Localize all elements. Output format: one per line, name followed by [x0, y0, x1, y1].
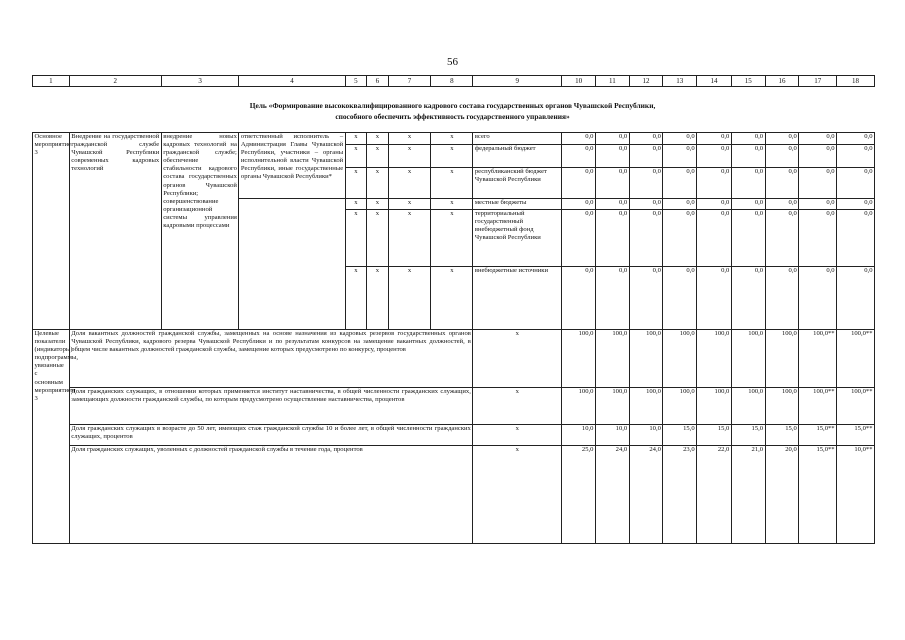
cell-col5: х — [345, 210, 366, 267]
indicator-value: 100,0 — [595, 330, 629, 388]
funding-value: 0,0 — [697, 133, 732, 145]
cell-col7: х — [388, 145, 431, 168]
column-number-18: 18 — [837, 76, 875, 87]
funding-value: 0,0 — [629, 199, 663, 210]
cell-col6: х — [367, 267, 388, 330]
indicator-value: 100,0 — [697, 330, 732, 388]
indicator-row — [33, 330, 875, 388]
indicator-value: 24,0 — [629, 446, 663, 544]
indicator-value: 25,0 — [562, 446, 596, 544]
funding-value: 0,0 — [629, 133, 663, 145]
indicator-col9: х — [473, 330, 562, 388]
cell-col7: х — [388, 168, 431, 199]
indicator-value: 20,0 — [765, 446, 799, 544]
activity-goals: внедрение новых кадровых технологий на гражданской службе; обеспечение стабильности кадрового состава государственных органов Чувашской Республики; совершенствование организационной системы управления кадровыми процессами — [161, 133, 239, 330]
funding-source: федеральный бюджет — [473, 145, 562, 168]
cell-col6: х — [367, 199, 388, 210]
indicator-col9: х — [473, 446, 562, 544]
indicator-value: 10,0 — [562, 425, 596, 446]
indicator-value: 100,0 — [663, 330, 697, 388]
column-number-3: 3 — [161, 76, 239, 87]
funding-row — [33, 133, 875, 145]
cell-col6: х — [367, 145, 388, 168]
cell-col6: х — [367, 133, 388, 145]
activity-executors — [239, 199, 345, 330]
cell-col8: х — [431, 199, 473, 210]
indicator-text: Доля гражданских служащих, уволенных с должностей гражданской службы в течение года, процентов — [69, 446, 473, 544]
funding-source: внебюджетные источники — [473, 267, 562, 330]
indicator-value: 100,0 — [562, 388, 596, 425]
funding-value: 0,0 — [663, 267, 697, 330]
column-number-10: 10 — [562, 76, 596, 87]
funding-value: 0,0 — [629, 210, 663, 267]
goal-title-line1: Цель «Формирование высококвалифицированного кадрового состава государственных органов Чувашской Республики, — [249, 101, 656, 110]
funding-value: 0,0 — [562, 199, 596, 210]
funding-value: 0,0 — [837, 133, 875, 145]
funding-value: 0,0 — [799, 133, 837, 145]
funding-value: 0,0 — [663, 145, 697, 168]
indicator-value: 100,0 — [765, 330, 799, 388]
funding-value: 0,0 — [595, 145, 629, 168]
goal-title — [0, 100, 905, 122]
funding-value: 0,0 — [562, 133, 596, 145]
indicator-value: 10,0 — [629, 425, 663, 446]
indicator-value: 100,0** — [799, 388, 837, 425]
cell-col8: х — [431, 133, 473, 145]
cell-col5: х — [345, 267, 366, 330]
funding-value: 0,0 — [629, 168, 663, 199]
column-number-7: 7 — [388, 76, 431, 87]
activity-label: Основное мероприятие 3 — [33, 133, 70, 330]
indicator-value: 100,0 — [765, 388, 799, 425]
indicator-value: 10,0** — [837, 446, 875, 544]
column-number-6: 6 — [367, 76, 388, 87]
funding-value: 0,0 — [595, 210, 629, 267]
funding-value: 0,0 — [765, 133, 799, 145]
indicator-value: 15,0** — [799, 425, 837, 446]
funding-value: 0,0 — [595, 199, 629, 210]
funding-value: 0,0 — [837, 199, 875, 210]
funding-value: 0,0 — [562, 145, 596, 168]
activity-executors: ответственный исполнитель – Администрация Главы Чувашской Республики, участники – органы исполнительной власти Чувашской Республики, иные государственные органы Чувашской Республики* — [239, 133, 345, 199]
column-number-16: 16 — [765, 76, 799, 87]
funding-value: 0,0 — [765, 168, 799, 199]
funding-value: 0,0 — [697, 199, 732, 210]
funding-value: 0,0 — [663, 210, 697, 267]
cell-col5: х — [345, 168, 366, 199]
funding-value: 0,0 — [837, 210, 875, 267]
funding-value: 0,0 — [629, 267, 663, 330]
indicator-row — [33, 446, 875, 544]
activity-name: Внедрение на государственной гражданской службе Чувашской Республики современных кадровых технологий — [69, 133, 161, 330]
column-number-5: 5 — [345, 76, 366, 87]
indicator-value: 21,0 — [731, 446, 765, 544]
data-table — [32, 132, 875, 544]
column-number-2: 2 — [69, 76, 161, 87]
indicator-value: 15,0 — [731, 425, 765, 446]
funding-value: 0,0 — [663, 168, 697, 199]
cell-col7: х — [388, 199, 431, 210]
funding-value: 0,0 — [731, 133, 765, 145]
funding-value: 0,0 — [562, 267, 596, 330]
funding-source: территориальный государственный внебюджетный фонд Чувашской Республики — [473, 210, 562, 267]
funding-value: 0,0 — [629, 145, 663, 168]
cell-col5: х — [345, 133, 366, 145]
funding-value: 0,0 — [595, 133, 629, 145]
column-number-1: 1 — [33, 76, 70, 87]
funding-value: 0,0 — [663, 133, 697, 145]
indicator-value: 100,0 — [731, 388, 765, 425]
goal-title-line2: способного обеспечить эффективность государственного управления» — [335, 112, 570, 121]
funding-value: 0,0 — [799, 168, 837, 199]
indicator-value: 24,0 — [595, 446, 629, 544]
column-number-8: 8 — [431, 76, 473, 87]
indicator-value: 23,0 — [663, 446, 697, 544]
indicator-value: 100,0 — [731, 330, 765, 388]
funding-value: 0,0 — [663, 199, 697, 210]
funding-source: республиканский бюджет Чувашской Республики — [473, 168, 562, 199]
funding-value: 0,0 — [765, 267, 799, 330]
cell-col8: х — [431, 168, 473, 199]
funding-value: 0,0 — [799, 210, 837, 267]
cell-col5: х — [345, 199, 366, 210]
funding-value: 0,0 — [731, 210, 765, 267]
funding-value: 0,0 — [595, 168, 629, 199]
funding-value: 0,0 — [731, 168, 765, 199]
funding-value: 0,0 — [562, 168, 596, 199]
column-number-14: 14 — [697, 76, 732, 87]
indicator-text: Доля гражданских служащих в возрасте до 50 лет, имеющих стаж гражданской службы 10 и более лет, в общей численности гражданских служащих, процентов — [69, 425, 473, 446]
indicator-value: 100,0 — [663, 388, 697, 425]
indicator-col9: х — [473, 388, 562, 425]
indicator-value: 22,0 — [697, 446, 732, 544]
funding-value: 0,0 — [765, 199, 799, 210]
cell-col7: х — [388, 133, 431, 145]
funding-value: 0,0 — [837, 168, 875, 199]
indicator-value: 100,0** — [837, 388, 875, 425]
indicator-value: 100,0 — [697, 388, 732, 425]
cell-col6: х — [367, 210, 388, 267]
indicator-value: 15,0** — [837, 425, 875, 446]
cell-col7: х — [388, 210, 431, 267]
funding-value: 0,0 — [837, 267, 875, 330]
cell-col8: х — [431, 267, 473, 330]
cell-col7: х — [388, 267, 431, 330]
indicator-row — [33, 388, 875, 425]
indicator-value: 15,0 — [697, 425, 732, 446]
funding-value: 0,0 — [697, 210, 732, 267]
column-number-17: 17 — [799, 76, 837, 87]
indicator-value: 15,0** — [799, 446, 837, 544]
funding-value: 0,0 — [799, 145, 837, 168]
indicator-value: 100,0 — [595, 388, 629, 425]
indicator-value: 10,0 — [595, 425, 629, 446]
funding-value: 0,0 — [595, 267, 629, 330]
column-number-9: 9 — [473, 76, 562, 87]
column-number-12: 12 — [629, 76, 663, 87]
funding-source: всего — [473, 133, 562, 145]
column-number-15: 15 — [731, 76, 765, 87]
column-number-13: 13 — [663, 76, 697, 87]
funding-value: 0,0 — [799, 267, 837, 330]
funding-value: 0,0 — [837, 145, 875, 168]
column-number-header — [32, 75, 875, 87]
indicator-value: 100,0** — [799, 330, 837, 388]
indicators-label: Целевые показатели (индикаторы) подпрограммы, увязанные с основным мероприятием 3 — [33, 330, 70, 544]
funding-value: 0,0 — [765, 210, 799, 267]
cell-col8: х — [431, 145, 473, 168]
funding-value: 0,0 — [765, 145, 799, 168]
indicator-value: 15,0 — [765, 425, 799, 446]
funding-value: 0,0 — [562, 210, 596, 267]
funding-value: 0,0 — [731, 199, 765, 210]
funding-source: местные бюджеты — [473, 199, 562, 210]
indicator-row — [33, 425, 875, 446]
cell-col6: х — [367, 168, 388, 199]
funding-value: 0,0 — [697, 267, 732, 330]
funding-value: 0,0 — [731, 267, 765, 330]
indicator-text: Доля гражданских служащих, в отношении которых применяется институт наставничества, в общей численности гражданских служащих, замещающих должности гражданской службы, по которым предусмотрено осуществление наставничества, процентов — [69, 388, 473, 425]
indicator-value: 100,0 — [629, 388, 663, 425]
funding-value: 0,0 — [697, 168, 732, 199]
cell-col5: х — [345, 145, 366, 168]
funding-value: 0,0 — [799, 199, 837, 210]
column-number-11: 11 — [595, 76, 629, 87]
indicator-col9: х — [473, 425, 562, 446]
column-number-4: 4 — [239, 76, 345, 87]
funding-value: 0,0 — [697, 145, 732, 168]
funding-value: 0,0 — [731, 145, 765, 168]
cell-col8: х — [431, 210, 473, 267]
indicator-value: 100,0 — [629, 330, 663, 388]
indicator-text: Доля вакантных должностей гражданской службы, замещенных на основе назначения из кадровых резервов государственных органов Чувашской Республики, кадрового резерва Чувашской Республики и по результатам конкурсов на замещение вакантных должностей, в общем числе вакантных должностей гражданской службы, замещение которых предусмотрено по конкурсу, процентов — [69, 330, 473, 388]
indicator-value: 100,0** — [837, 330, 875, 388]
page-number: 56 — [447, 56, 458, 68]
indicator-value: 15,0 — [663, 425, 697, 446]
indicator-value: 100,0 — [562, 330, 596, 388]
